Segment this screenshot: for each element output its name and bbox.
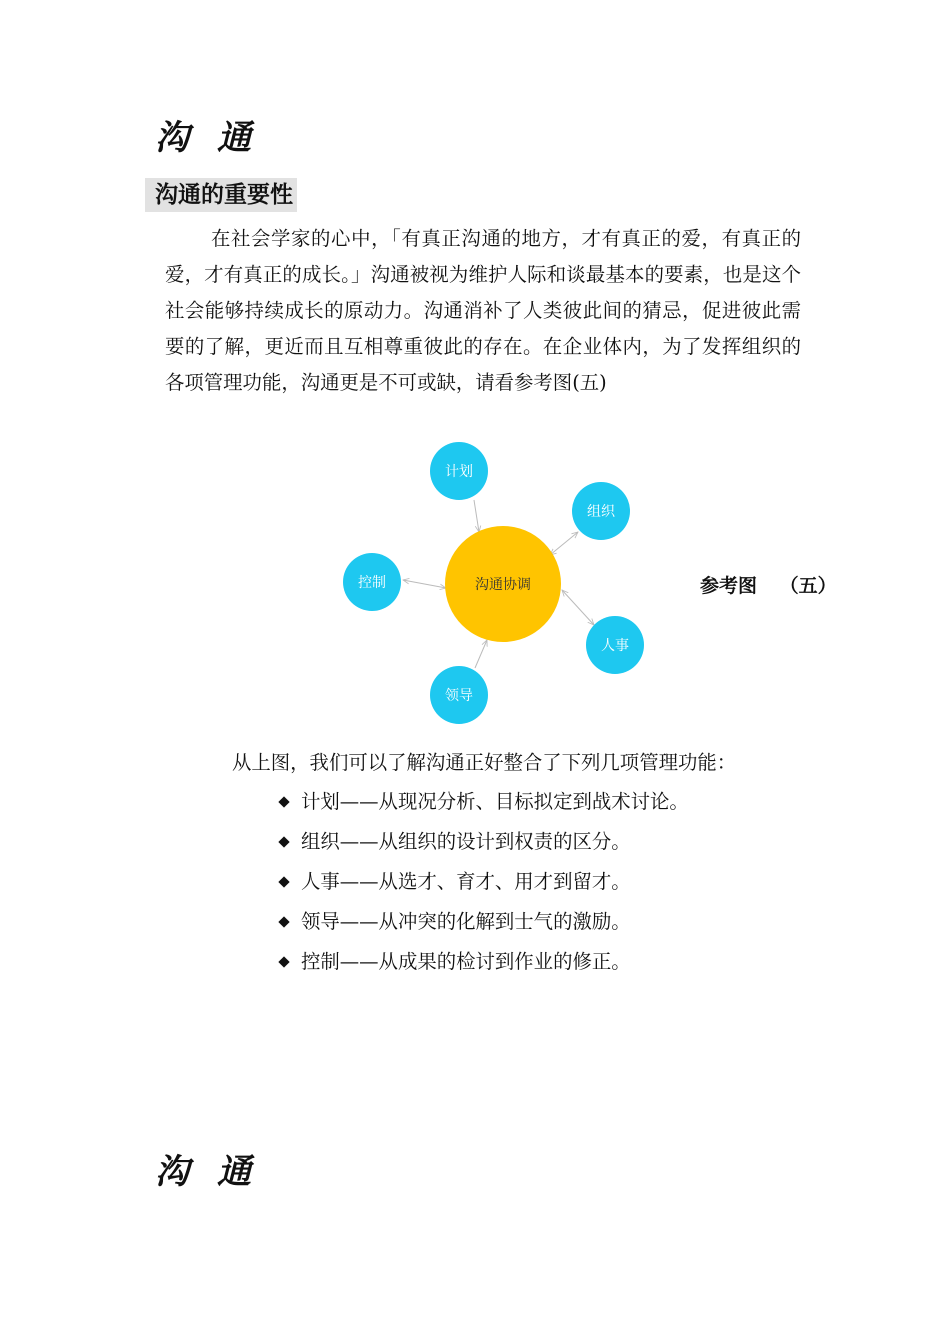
connector-organize	[550, 532, 578, 555]
connector-plan	[474, 500, 479, 532]
list-item	[276, 864, 689, 904]
diamond-bullet-icon	[278, 876, 289, 887]
lead-sentence: 从上图，我们可以了解沟通正好整合了下列几项管理功能：	[232, 751, 737, 774]
section-heading: 沟通的重要性	[145, 178, 297, 212]
page-title-repeat: 沟通	[155, 1152, 279, 1192]
figure-caption: 参考图 （五）	[700, 575, 837, 597]
diagram-node-plan: 计划	[430, 442, 488, 500]
diamond-bullet-icon	[278, 836, 289, 847]
diagram-node-communication: 沟通协调	[445, 526, 561, 642]
connector-control	[403, 580, 446, 588]
diagram-node-staffing: 人事	[586, 616, 644, 674]
connector-lead	[475, 640, 487, 668]
connector-staffing	[562, 590, 594, 625]
diagram-node-lead: 领导	[430, 666, 488, 724]
diagram-node-organize: 组织	[572, 482, 630, 540]
intro-paragraph: 在社会学家的心中，「有真正沟通的地方，才有真正的爱，有真正的爱，才有真正的成长。」沟通被视为维护人际和谈最基本的要素，也是这个社会能够持续成长的原动力。沟通消补了人类彼此间的猜忌，促进彼此需要的了解，更近而且互相尊重彼此的存在。在企业体内，为了发挥组织的各项管理功能，沟通更是不可或缺，请看参考图(五)	[165, 227, 801, 394]
list-item-text: 领导——从冲突的化解到士气的激励。	[301, 910, 631, 933]
page-title: 沟通	[155, 118, 279, 158]
diamond-bullet-icon	[278, 796, 289, 807]
list-item	[276, 904, 689, 944]
list-item	[276, 784, 689, 824]
list-item	[276, 944, 689, 984]
diamond-bullet-icon	[278, 916, 289, 927]
list-item	[276, 824, 689, 864]
diagram-node-control: 控制	[343, 553, 401, 611]
list-item-text: 组织——从组织的设计到权责的区分。	[301, 830, 631, 853]
function-list	[276, 784, 689, 984]
communication-diagram	[330, 430, 670, 740]
list-item-text: 控制——从成果的检讨到作业的修正。	[301, 950, 631, 973]
diamond-bullet-icon	[278, 956, 289, 967]
list-item-text: 人事——从选才、育才、用才到留才。	[301, 870, 631, 893]
list-item-text: 计划——从现况分析、目标拟定到战术讨论。	[301, 790, 689, 813]
